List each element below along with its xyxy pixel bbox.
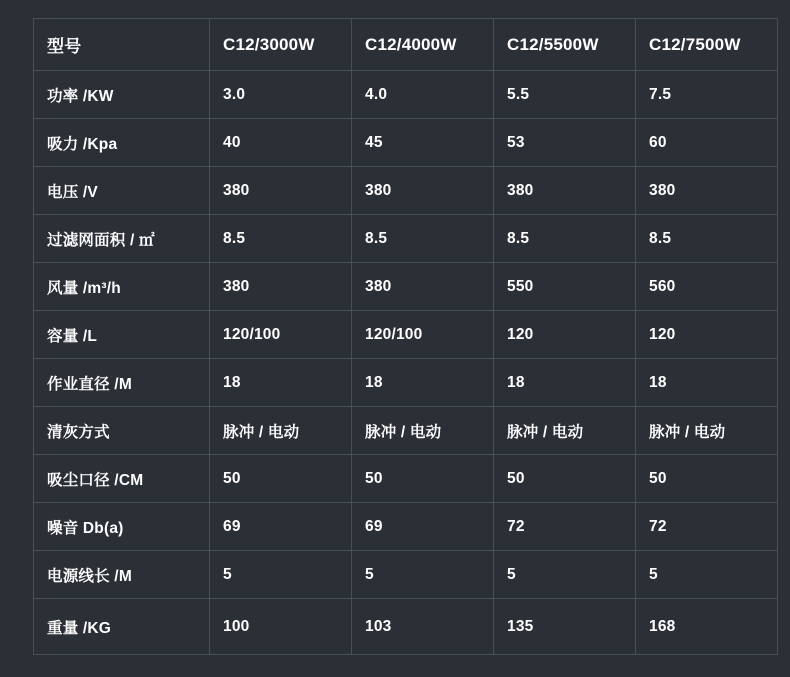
table-cell: 120	[636, 311, 778, 359]
row-label: 容量 /L	[34, 311, 210, 359]
column-header-model: 型号	[34, 19, 210, 71]
table-cell: 380	[494, 167, 636, 215]
row-label: 功率 /KW	[34, 71, 210, 119]
table-cell: 5.5	[494, 71, 636, 119]
table-cell: 18	[210, 359, 352, 407]
table-row	[34, 407, 778, 455]
table-header-row	[34, 19, 778, 71]
row-label: 电源线长 /M	[34, 551, 210, 599]
row-label: 电压 /V	[34, 167, 210, 215]
row-label: 噪音 Db(a)	[34, 503, 210, 551]
table-cell: 380	[636, 167, 778, 215]
table-header	[34, 19, 778, 71]
table-cell: 135	[494, 599, 636, 655]
table-cell: 脉冲 / 电动	[352, 407, 494, 455]
table-cell: 380	[352, 167, 494, 215]
row-label: 吸尘口径 /CM	[34, 455, 210, 503]
table-cell: 40	[210, 119, 352, 167]
table-row	[34, 263, 778, 311]
table-cell: 72	[494, 503, 636, 551]
specification-table	[33, 18, 778, 655]
table-cell: 8.5	[636, 215, 778, 263]
table-cell: 69	[352, 503, 494, 551]
table-row	[34, 311, 778, 359]
table-row	[34, 503, 778, 551]
table-row	[34, 359, 778, 407]
row-label: 过滤网面积 / ㎡	[34, 215, 210, 263]
table-cell: 120/100	[352, 311, 494, 359]
table-cell: 53	[494, 119, 636, 167]
table-cell: 4.0	[352, 71, 494, 119]
table-cell: 45	[352, 119, 494, 167]
row-label: 吸力 /Kpa	[34, 119, 210, 167]
table-cell: 脉冲 / 电动	[636, 407, 778, 455]
row-label: 风量 /m³/h	[34, 263, 210, 311]
table-row	[34, 215, 778, 263]
table-cell: 18	[352, 359, 494, 407]
table-cell: 380	[210, 167, 352, 215]
table-cell: 168	[636, 599, 778, 655]
table-cell: 550	[494, 263, 636, 311]
table-cell: 5	[352, 551, 494, 599]
table-cell: 18	[636, 359, 778, 407]
table-cell: 69	[210, 503, 352, 551]
table-cell: 103	[352, 599, 494, 655]
table-row	[34, 551, 778, 599]
table-cell: 380	[352, 263, 494, 311]
specification-table-container	[33, 18, 777, 655]
row-label: 作业直径 /M	[34, 359, 210, 407]
table-row	[34, 455, 778, 503]
table-row	[34, 167, 778, 215]
table-cell: 100	[210, 599, 352, 655]
table-row	[34, 119, 778, 167]
table-cell: 50	[352, 455, 494, 503]
row-label: 清灰方式	[34, 407, 210, 455]
table-cell: 5	[494, 551, 636, 599]
table-cell: 380	[210, 263, 352, 311]
table-cell: 120	[494, 311, 636, 359]
table-cell: 120/100	[210, 311, 352, 359]
row-label: 重量 /KG	[34, 599, 210, 655]
table-cell: 7.5	[636, 71, 778, 119]
table-cell: 560	[636, 263, 778, 311]
table-row	[34, 599, 778, 655]
column-header-c12-7500w: C12/7500W	[636, 19, 778, 71]
table-cell: 50	[210, 455, 352, 503]
table-cell: 72	[636, 503, 778, 551]
table-row	[34, 71, 778, 119]
table-cell: 8.5	[494, 215, 636, 263]
table-body	[34, 71, 778, 655]
table-cell: 脉冲 / 电动	[494, 407, 636, 455]
table-cell: 50	[494, 455, 636, 503]
table-cell: 脉冲 / 电动	[210, 407, 352, 455]
table-cell: 50	[636, 455, 778, 503]
table-cell: 5	[636, 551, 778, 599]
table-cell: 3.0	[210, 71, 352, 119]
column-header-c12-5500w: C12/5500W	[494, 19, 636, 71]
table-cell: 60	[636, 119, 778, 167]
table-cell: 5	[210, 551, 352, 599]
table-cell: 18	[494, 359, 636, 407]
table-cell: 8.5	[352, 215, 494, 263]
column-header-c12-3000w: C12/3000W	[210, 19, 352, 71]
column-header-c12-4000w: C12/4000W	[352, 19, 494, 71]
table-cell: 8.5	[210, 215, 352, 263]
